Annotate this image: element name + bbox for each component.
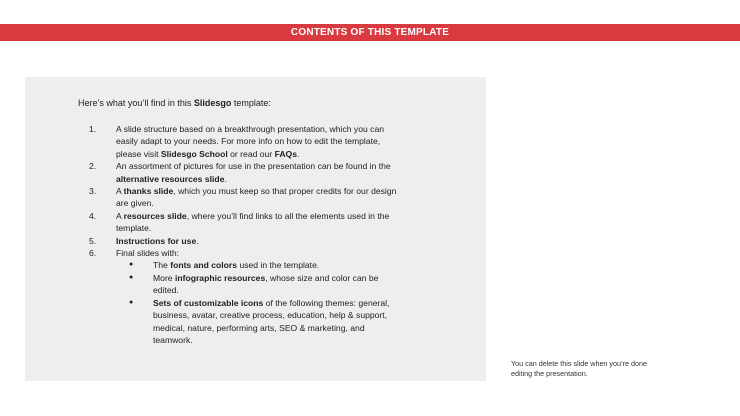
- bullet-icon: ●: [129, 298, 134, 306]
- item-bold: Sets of customizable icons: [153, 297, 264, 308]
- item-text: .: [224, 173, 227, 184]
- list-item: [89, 160, 401, 185]
- item-text: used in the template.: [237, 260, 320, 271]
- item-text: .: [196, 235, 199, 246]
- item-text: A: [116, 210, 124, 221]
- item-text: Final slides with:: [116, 248, 180, 259]
- slide-title-bar: [0, 24, 740, 41]
- item-text: A slide structure based on a breakthrough presentation, which you can easily adapt to your needs. For more info on how to edit the template, please visit: [116, 124, 385, 159]
- item-text: A: [116, 186, 124, 197]
- item-bold: resources slide: [123, 210, 187, 221]
- slide-title: CONTENTS OF THIS TEMPLATE: [290, 27, 450, 38]
- list-item: [89, 123, 401, 160]
- item-bold: FAQs: [274, 148, 298, 159]
- item-text: , where you’ll find links to all the elements used in the template.: [116, 210, 390, 234]
- item-number: 1.: [89, 124, 97, 134]
- intro-text: [78, 97, 271, 109]
- item-bold: fonts and colors: [170, 260, 238, 271]
- item-number: 5.: [89, 235, 97, 246]
- item-bold: Instructions for use: [116, 235, 197, 246]
- item-text: of the following themes: general, business, avatar, creative process, education, help & support, medical, nature, performing arts, SEO & marketing, and teamwork.: [153, 297, 390, 345]
- sub-list: [116, 259, 401, 346]
- list-item: [89, 185, 401, 210]
- list-item: [89, 210, 401, 235]
- item-bold: thanks slide: [123, 186, 174, 197]
- item-bold: infographic resources: [174, 272, 266, 283]
- item-text: .: [297, 148, 300, 159]
- intro-pre: Here’s what you’ll find in this: [78, 98, 194, 108]
- intro-brand: Slidesgo: [193, 98, 232, 108]
- sub-list-item: [116, 259, 401, 271]
- bullet-icon: ●: [129, 273, 134, 281]
- sub-list-item: [116, 272, 401, 297]
- item-text: More: [153, 272, 175, 283]
- intro-post: template:: [231, 98, 271, 108]
- sub-list-item: [116, 297, 401, 347]
- item-number: 3.: [89, 186, 97, 197]
- item-text: , which you must keep so that proper credits for our design are given.: [116, 186, 397, 209]
- item-text: or read our: [227, 148, 275, 159]
- item-text: An assortment of pictures for use in the presentation can be found in the: [116, 161, 391, 172]
- item-bold: Slidesgo School: [160, 148, 228, 159]
- item-bold: alternative resources slide: [116, 173, 225, 184]
- list-item: [89, 247, 401, 346]
- item-text: The: [153, 260, 171, 271]
- item-number: 6.: [89, 248, 97, 259]
- contents-list: [89, 123, 401, 346]
- list-item: [89, 235, 401, 247]
- item-number: 2.: [89, 161, 97, 172]
- item-text: , whose size and color can be edited.: [153, 272, 379, 296]
- delete-slide-note: You can delete this slide when you’re done editing the presentation.: [511, 359, 647, 378]
- bullet-icon: ●: [129, 261, 134, 269]
- item-number: 4.: [89, 210, 97, 221]
